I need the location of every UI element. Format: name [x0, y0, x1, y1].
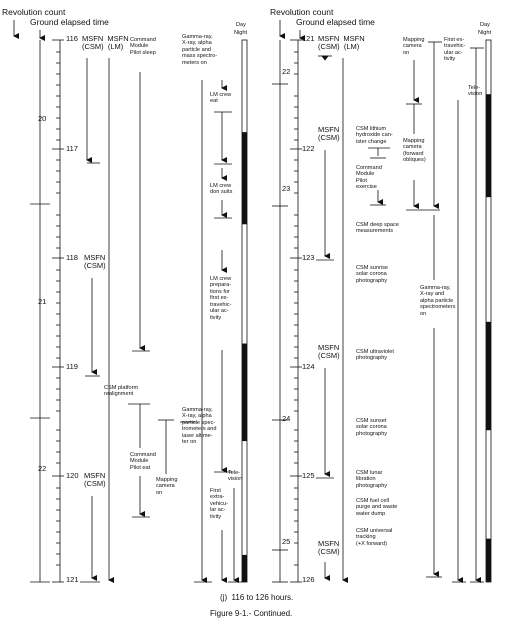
event-cm-pilot-exercise: Command Module Pilot exercise [356, 165, 382, 191]
msfn-csm-label-124: MSFN (CSM) [318, 343, 340, 361]
tick-marks-right [290, 40, 302, 582]
event-lithium-canister-change: CSM lithium hydroxide can- ister change [356, 126, 393, 145]
event-sunset-solar-corona: CSM sunset solar corona photography [356, 418, 388, 437]
hour-label-123: 123 [302, 253, 315, 262]
msfn-csm-label-126: MSFN (CSM) [318, 539, 340, 557]
night-segment-right-2 [486, 322, 491, 430]
event-mapping-camera-obliques: Mapping camera (forward obliques) [403, 138, 426, 164]
event-cm-pilot-sleep: Command Module Pilot sleep [130, 37, 156, 56]
event-mapping-camera-on-right: Mapping camera on [403, 37, 425, 56]
revolution-label-22-right: 22 [282, 67, 291, 76]
event-mapping-camera-on-left: Mapping camera on [156, 477, 178, 496]
event-ultraviolet-photography: CSM ultraviolet photography [356, 349, 394, 362]
night-label-right: Night [478, 30, 492, 36]
event-cm-pilot-eat: Command Module Pilot eat [130, 452, 156, 471]
event-lm-crew-preparations: LM crew prepara- tions for first ex- travehic- ular ac- tivity [210, 276, 232, 321]
revolution-label-23: 23 [282, 184, 291, 193]
hour-label-125: 125 [302, 471, 315, 480]
event-first-eva-left: First extra- vehicu- lar ac- tivity [210, 488, 229, 520]
subcaption: (j) 116 to 126 hours. [220, 593, 294, 602]
night-segment-left-2 [242, 344, 247, 442]
hour-label-122: 122 [302, 144, 315, 153]
msfn-csm-label-122: MSFN (CSM) [318, 125, 340, 143]
event-csm-platform-realignment: CSM platform realignment [104, 385, 139, 398]
hour-label-126: 126 [302, 575, 315, 584]
revolution-label-25: 25 [282, 537, 291, 546]
revolution-count-header-right: Revolution count [270, 7, 334, 17]
hour-label-118: 118 [66, 253, 78, 262]
msfn-csm-lm-label: MSFN MSFN (CSM) (LM) [82, 34, 129, 52]
event-gamma-ray-on-2: Gamma-ray, X-ray, alpha particle spec- trometers and laser altime- ter on [182, 407, 217, 446]
revolution-label-21: 21 [38, 297, 47, 306]
event-television-right: Tele- vision [468, 85, 483, 98]
hour-label-116: 116 [66, 34, 78, 43]
tick-marks-left [52, 40, 64, 582]
event-universal-tracking: CSM universal tracking (+X forward) [356, 528, 393, 547]
night-segment-left-3 [242, 555, 247, 582]
ground-elapsed-time-header-right: Ground elapsed time [296, 17, 375, 27]
revolution-label-22: 22 [38, 464, 47, 473]
hour-label-117: 117 [66, 144, 78, 153]
night-label-left: Night [234, 30, 248, 36]
revolution-count-header: Revolution count [2, 7, 66, 17]
revolution-label-20: 20 [38, 114, 47, 123]
event-fuel-cell-purge: CSM fuel cell purge and waste water dump [356, 498, 398, 517]
event-first-eva-right: First ex- travehic- ular ac- tivity [444, 37, 466, 63]
event-lunar-libration: CSM lunar libration photography [356, 470, 388, 489]
day-night-bar-left [242, 40, 247, 582]
hour-label-120: 120 [66, 471, 79, 480]
event-lm-crew-eat: LM crew eat [210, 92, 232, 105]
figure-caption: Figure 9-1.- Continued. [210, 609, 293, 618]
msfn-csm-lm-label-right: MSFN MSFN (CSM) (LM) [318, 34, 365, 52]
day-label-right: Day [480, 22, 490, 28]
event-gamma-ray-on-right: Gamma-ray, X-ray and alpha particle spectrometers on [420, 285, 456, 317]
night-segment-left-1 [242, 132, 247, 224]
event-sunrise-solar-corona: CSM sunrise solar corona photography [356, 265, 389, 284]
msfn-csm-label-120: MSFN (CSM) [84, 471, 106, 489]
msfn-csm-label-118: MSFN (CSM) [84, 253, 106, 271]
event-gamma-ray-on-1: Gamma-ray, X-ray, alpha particle and mass spectro- meters on [182, 34, 218, 66]
ground-elapsed-time-header: Ground elapsed time [30, 17, 109, 27]
msfn-csm-stub-marker [322, 56, 328, 60]
night-segment-right-3 [486, 539, 491, 582]
event-deep-space-measurements: CSM deep space measurements [356, 222, 399, 235]
event-television-left: Tele- vision [228, 470, 243, 483]
hour-label-124: 124 [302, 362, 315, 371]
event-lm-crew-don-suits: LM crew don suits [210, 183, 233, 196]
hour-label-119: 119 [66, 362, 78, 371]
revolution-label-24: 24 [282, 414, 291, 423]
hour-label-121-right: 121 [302, 34, 315, 43]
night-segments [242, 94, 491, 582]
day-label-left: Day [236, 22, 246, 28]
hour-label-121: 121 [66, 575, 79, 584]
night-segment-right-1 [486, 94, 491, 197]
